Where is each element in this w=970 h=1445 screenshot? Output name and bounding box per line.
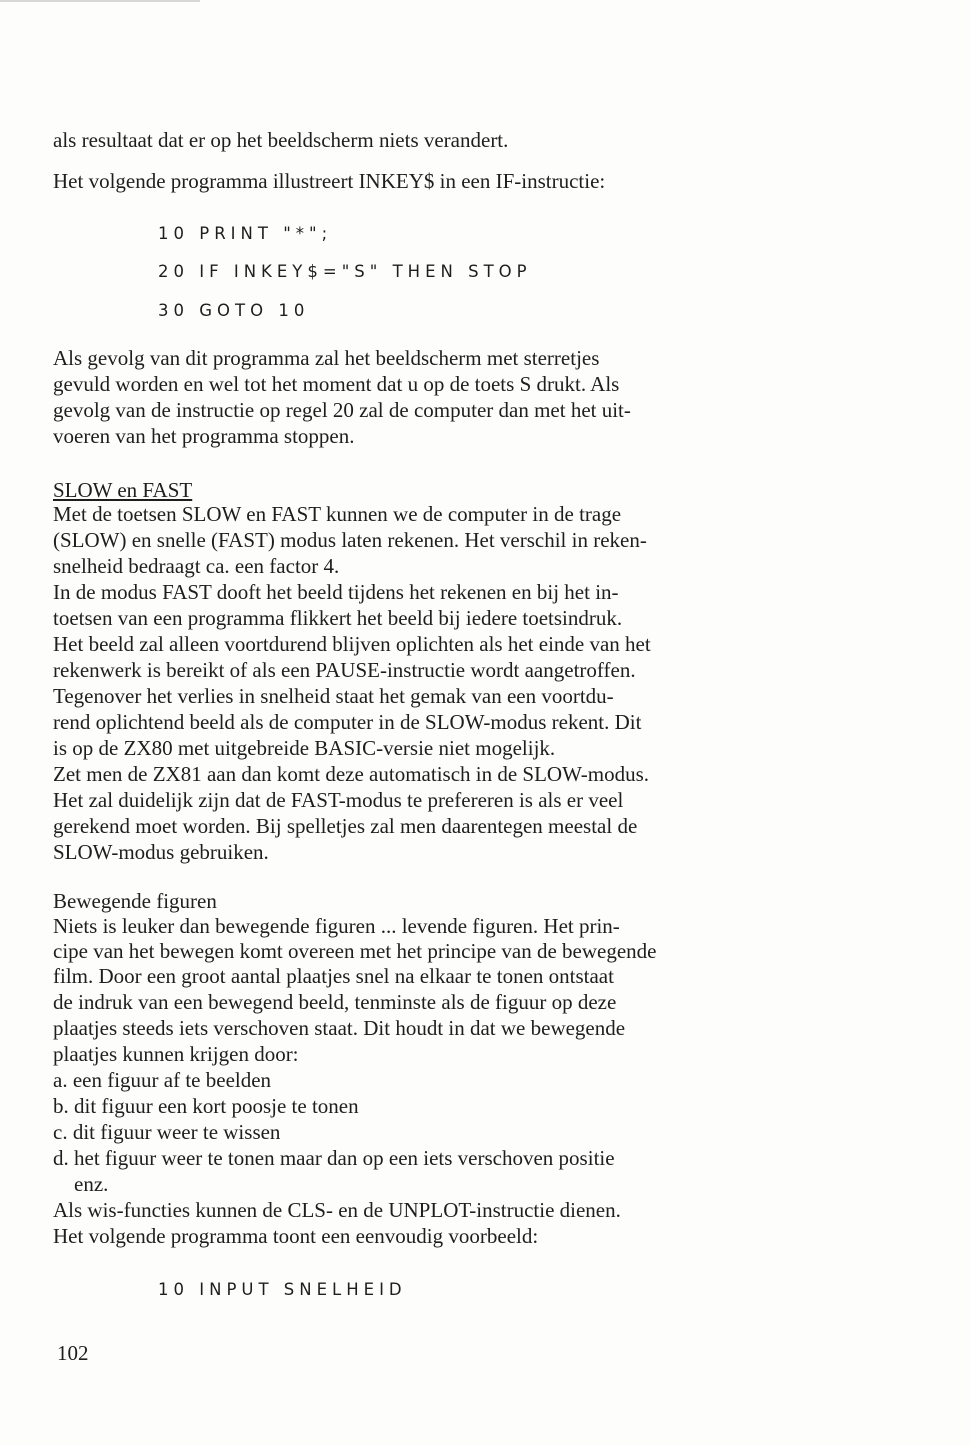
section1-line-6: Het beeld zal alleen voortdurend blijven oplichten als het einde van het xyxy=(53,632,651,656)
para1-line-3: gevolg van de instructie op regel 20 zal de computer dan met het uit- xyxy=(53,398,631,422)
program1-line-30: 30 GOTO 10 xyxy=(158,301,310,320)
program1-line-10: 10 PRINT "*"; xyxy=(158,224,333,243)
section1-line-3: snelheid bedraagt ca. een factor 4. xyxy=(53,554,340,578)
scan-edge-line xyxy=(0,0,200,2)
program1-line-20: 20 IF INKEY$="S" THEN STOP xyxy=(158,262,532,281)
section1-line-4: In de modus FAST dooft het beeld tijdens het rekenen en bij het in- xyxy=(53,580,619,604)
section2-line-4: de indruk van een bewegend beeld, tenminste als de figuur op deze xyxy=(53,990,617,1014)
section2-line-5: plaatjes steeds iets verschoven staat. Dit houdt in dat we bewegende xyxy=(53,1016,626,1040)
para1-line-4: voeren van het programma stoppen. xyxy=(53,424,355,448)
section1-line-12: Het zal duidelijk zijn dat de FAST-modus te prefereren is als er veel xyxy=(53,788,624,812)
list-item-d: d. het figuur weer te tonen maar dan op een iets verschoven positie xyxy=(53,1146,615,1170)
intro-line-2: Het volgende programma illustreert INKEY$ in een IF-instructie: xyxy=(53,169,606,193)
section1-line-10: is op de ZX80 met uitgebreide BASIC-versie niet mogelijk. xyxy=(53,736,556,760)
section1-line-2: (SLOW) en snelle (FAST) modus laten rekenen. Het verschil in reken- xyxy=(53,528,647,552)
para1-line-1: Als gevolg van dit programma zal het beeldscherm met sterretjes xyxy=(53,346,600,370)
program2-line-10: 10 INPUT SNELHEID xyxy=(158,1280,407,1299)
section-heading-bewegende-figuren: Bewegende figuren xyxy=(53,889,217,913)
list-item-d-continued: enz. xyxy=(53,1172,109,1196)
section-heading-slow-fast: SLOW en FAST xyxy=(53,478,193,502)
section1-line-7: rekenwerk is bereikt of als een PAUSE-instructie wordt aangetroffen. xyxy=(53,658,636,682)
section2-line-12: Als wis-functies kunnen de CLS- en de UNPLOT-instructie dienen. xyxy=(53,1198,621,1222)
section1-line-14: SLOW-modus gebruiken. xyxy=(53,840,269,864)
section1-line-8: Tegenover het verlies in snelheid staat het gemak van een voortdu- xyxy=(53,684,614,708)
list-item-c: c. dit figuur weer te wissen xyxy=(53,1120,281,1144)
section2-line-6: plaatjes kunnen krijgen door: xyxy=(53,1042,299,1066)
section1-line-9: rend oplichtend beeld als de computer in de SLOW-modus rekent. Dit xyxy=(53,710,642,734)
section1-line-11: Zet men de ZX81 aan dan komt deze automatisch in de SLOW-modus. xyxy=(53,762,650,786)
section1-line-13: gerekend moet worden. Bij spelletjes zal men daarentegen meestal de xyxy=(53,814,638,838)
intro-line-1: als resultaat dat er op het beeldscherm niets verandert. xyxy=(53,128,509,152)
section1-line-1: Met de toetsen SLOW en FAST kunnen we de computer in de trage xyxy=(53,502,622,526)
section2-line-2: cipe van het bewegen komt overeen met het principe van de bewegende xyxy=(53,939,657,963)
para1-line-2: gevuld worden en wel tot het moment dat u op de toets S drukt. Als xyxy=(53,372,620,396)
section2-line-13: Het volgende programma toont een eenvoudig voorbeeld: xyxy=(53,1224,539,1248)
list-item-a: a. een figuur af te beelden xyxy=(53,1068,272,1092)
section2-line-1: Niets is leuker dan bewegende figuren ... levende figuren. Het prin- xyxy=(53,914,620,938)
page-number: 102 xyxy=(57,1341,89,1365)
section2-line-3: film. Door een groot aantal plaatjes snel na elkaar te tonen ontstaat xyxy=(53,964,614,988)
list-item-b: b. dit figuur een kort poosje te tonen xyxy=(53,1094,359,1118)
section1-line-5: toetsen van een programma flikkert het beeld bij iedere toetsindruk. xyxy=(53,606,623,630)
